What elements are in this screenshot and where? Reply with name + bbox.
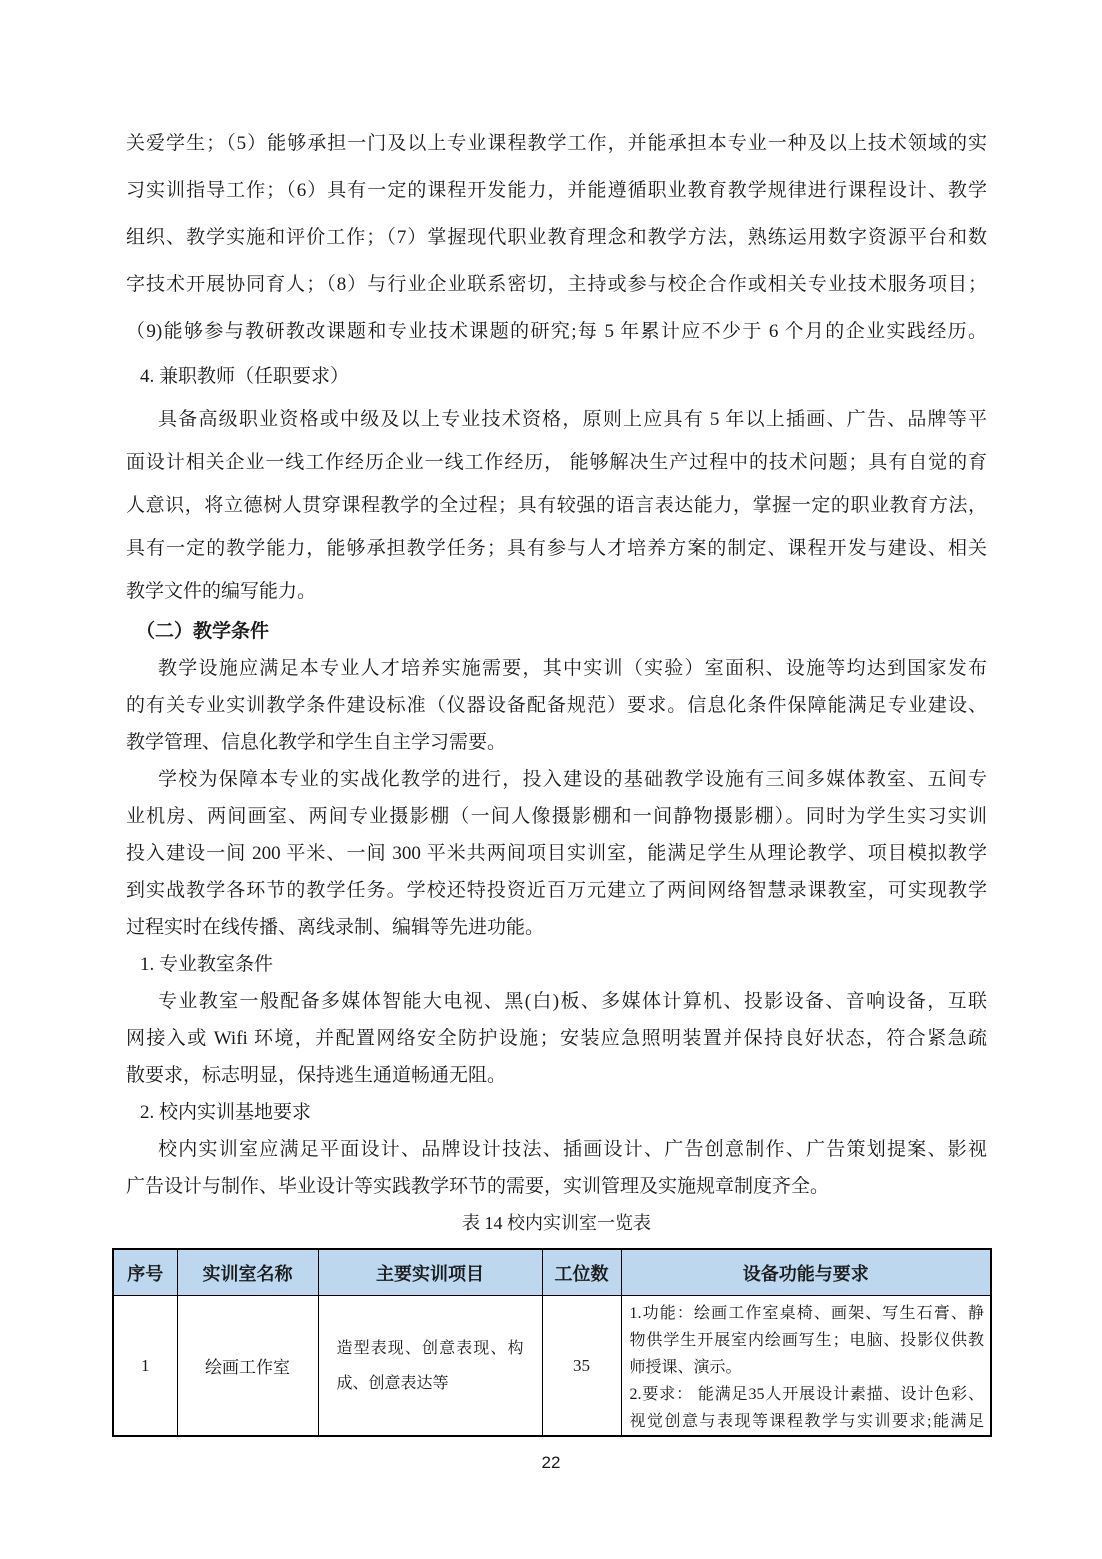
para-campus-training-requirements <box>126 1131 987 1205</box>
cell-seq: 1 <box>113 1296 177 1437</box>
text-line: 习实训指导工作；（6）具有一定的课程开发能力，并能遵循职业教育教学规律进行课程设计、教学 <box>126 180 987 201</box>
cell-line: 物供学生开展室内绘画写生；电脑、投影仪供教 <box>629 1332 984 1349</box>
text-line: （9)能够参与教研教改课题和专业技术课题的研究;每 5 年累计应不少于 6 个月的企业实践经历。 <box>126 321 987 342</box>
cell-line: 成、创意表达等 <box>336 1374 449 1392</box>
text-line: 过程实时在线传播、离线录制、编辑等先进功能。 <box>126 917 545 938</box>
text-line: 具备高级职业资格或中级及以上专业技术资格，原则上应具有 5 年以上插画、广告、品牌等平 <box>158 409 987 430</box>
para-school-investment <box>126 761 987 946</box>
text-line: 1. 专业教室条件 <box>140 954 274 975</box>
table-caption: 表 14 校内实训室一览表 <box>462 1213 651 1233</box>
text-line: （二）教学条件 <box>136 621 270 642</box>
cell-room-name: 绘画工作室 <box>177 1296 318 1437</box>
col-header-stations: 工位数 <box>542 1249 621 1296</box>
training-rooms-table <box>112 1248 992 1437</box>
page-number: 22 <box>541 1453 561 1472</box>
text-line: 关爱学生；（5）能够承担一门及以上专业课程教学工作，并能承担本专业一种及以上技术领域的实 <box>126 133 987 154</box>
table-header-row <box>113 1249 991 1296</box>
col-header-room-name: 实训室名称 <box>177 1249 318 1296</box>
text-line: 教学管理、信息化教学和学生自主学习需要。 <box>126 732 507 753</box>
cell-projects <box>318 1296 542 1437</box>
text-line: 人意识，将立德树人贯穿课程教学的全过程；具有较强的语言表达能力，掌握一定的职业教育方法， <box>126 495 987 516</box>
text-line: 教学设施应满足本专业人才培养实施需要，其中实训（实验）室面积、设施等均达到国家发布 <box>158 658 987 679</box>
text-line: 校内实训室应满足平面设计、品牌设计技法、插画设计、广告创意制作、广告策划提案、影视 <box>158 1139 987 1160</box>
text-blocks <box>126 120 987 1205</box>
text-line: 字技术开展协同育人；（8）与行业企业联系密切，主持或参与校企合作或相关专业技术服务项目； <box>126 274 987 295</box>
text-line: 4. 兼职教师（任职要求） <box>140 366 350 387</box>
text-line: 散要求，标志明显，保持逃生通道畅通无阻。 <box>126 1065 507 1086</box>
table-row <box>113 1296 991 1437</box>
col-header-projects: 主要实训项目 <box>318 1249 542 1296</box>
heading-campus-training-base <box>126 1094 987 1131</box>
cell-line: 造型表现、创意表现、构 <box>336 1339 524 1357</box>
para-part-time-teachers <box>126 355 987 613</box>
heading-teaching-conditions <box>126 613 987 650</box>
text-line: 到实战教学各环节的教学任务。学校还特投资近百万元建立了两间网络智慧录课教室，可实现教学 <box>126 880 987 901</box>
cell-line: 1.功能：绘画工作室桌椅、画架、写生石膏、静 <box>629 1305 984 1322</box>
text-line: 业机房、两间画室、两间专业摄影棚（一间人像摄影棚和一间静物摄影棚）。同时为学生实习实训 <box>126 806 987 827</box>
text-line: 学校为保障本专业的实战化教学的进行，投入建设的基础教学设施有三间多媒体教室、五间专 <box>158 769 987 790</box>
text-line: 教学文件的编写能力。 <box>126 581 317 602</box>
text-line: 广告设计与制作、毕业设计等实践教学环节的需要，实训管理及实施规章制度齐全。 <box>126 1176 830 1197</box>
cell-line: 2.要求： 能满足35人开展设计素描、设计色彩、 <box>629 1386 984 1403</box>
cell-requirements <box>621 1296 991 1437</box>
para-facility-standards <box>126 650 987 761</box>
text-line: 专业教室一般配备多媒体智能大电视、黑(白)板、多媒体计算机、投影设备、音响设备，互联 <box>158 991 987 1012</box>
cell-line: 师授课、演示。 <box>629 1359 742 1376</box>
para-classroom-equipment <box>126 983 987 1094</box>
text-line: 投入建设一间 200 平米、一间 300 平米共两间项目实训室，能满足学生从理论教学、项目模拟教学 <box>126 843 987 864</box>
text-line: 网接入或 Wifi 环境，并配置网络安全防护设施；安装应急照明装置并保持良好状态，符合紧急疏 <box>126 1028 987 1049</box>
text-line: 组织、教学实施和评价工作；（7）掌握现代职业教育理念和教学方法，熟练运用数字资源平台和数 <box>126 227 987 248</box>
text-line: 2. 校内实训基地要求 <box>140 1102 312 1123</box>
text-line: 面设计相关企业一线工作经历企业一线工作经历， 能够解决生产过程中的技术问题；具有自觉的育 <box>126 452 987 473</box>
cell-stations: 35 <box>542 1296 621 1437</box>
text-line: 具有一定的教学能力，能够承担教学任务；具有参与人才培养方案的制定、课程开发与建设、相关 <box>126 538 987 559</box>
col-header-seq: 序号 <box>113 1249 177 1296</box>
cell-line: 视觉创意与表现等课程教学与实训要求;能满足 <box>629 1413 984 1430</box>
col-header-requirements: 设备功能与要求 <box>621 1249 991 1296</box>
text-line: 的有关专业实训教学条件建设标准（仪器设备配备规范）要求。信息化条件保障能满足专业建设、 <box>126 695 987 716</box>
heading-classroom-conditions <box>126 946 987 983</box>
para-teacher-requirements-continued <box>126 120 987 355</box>
